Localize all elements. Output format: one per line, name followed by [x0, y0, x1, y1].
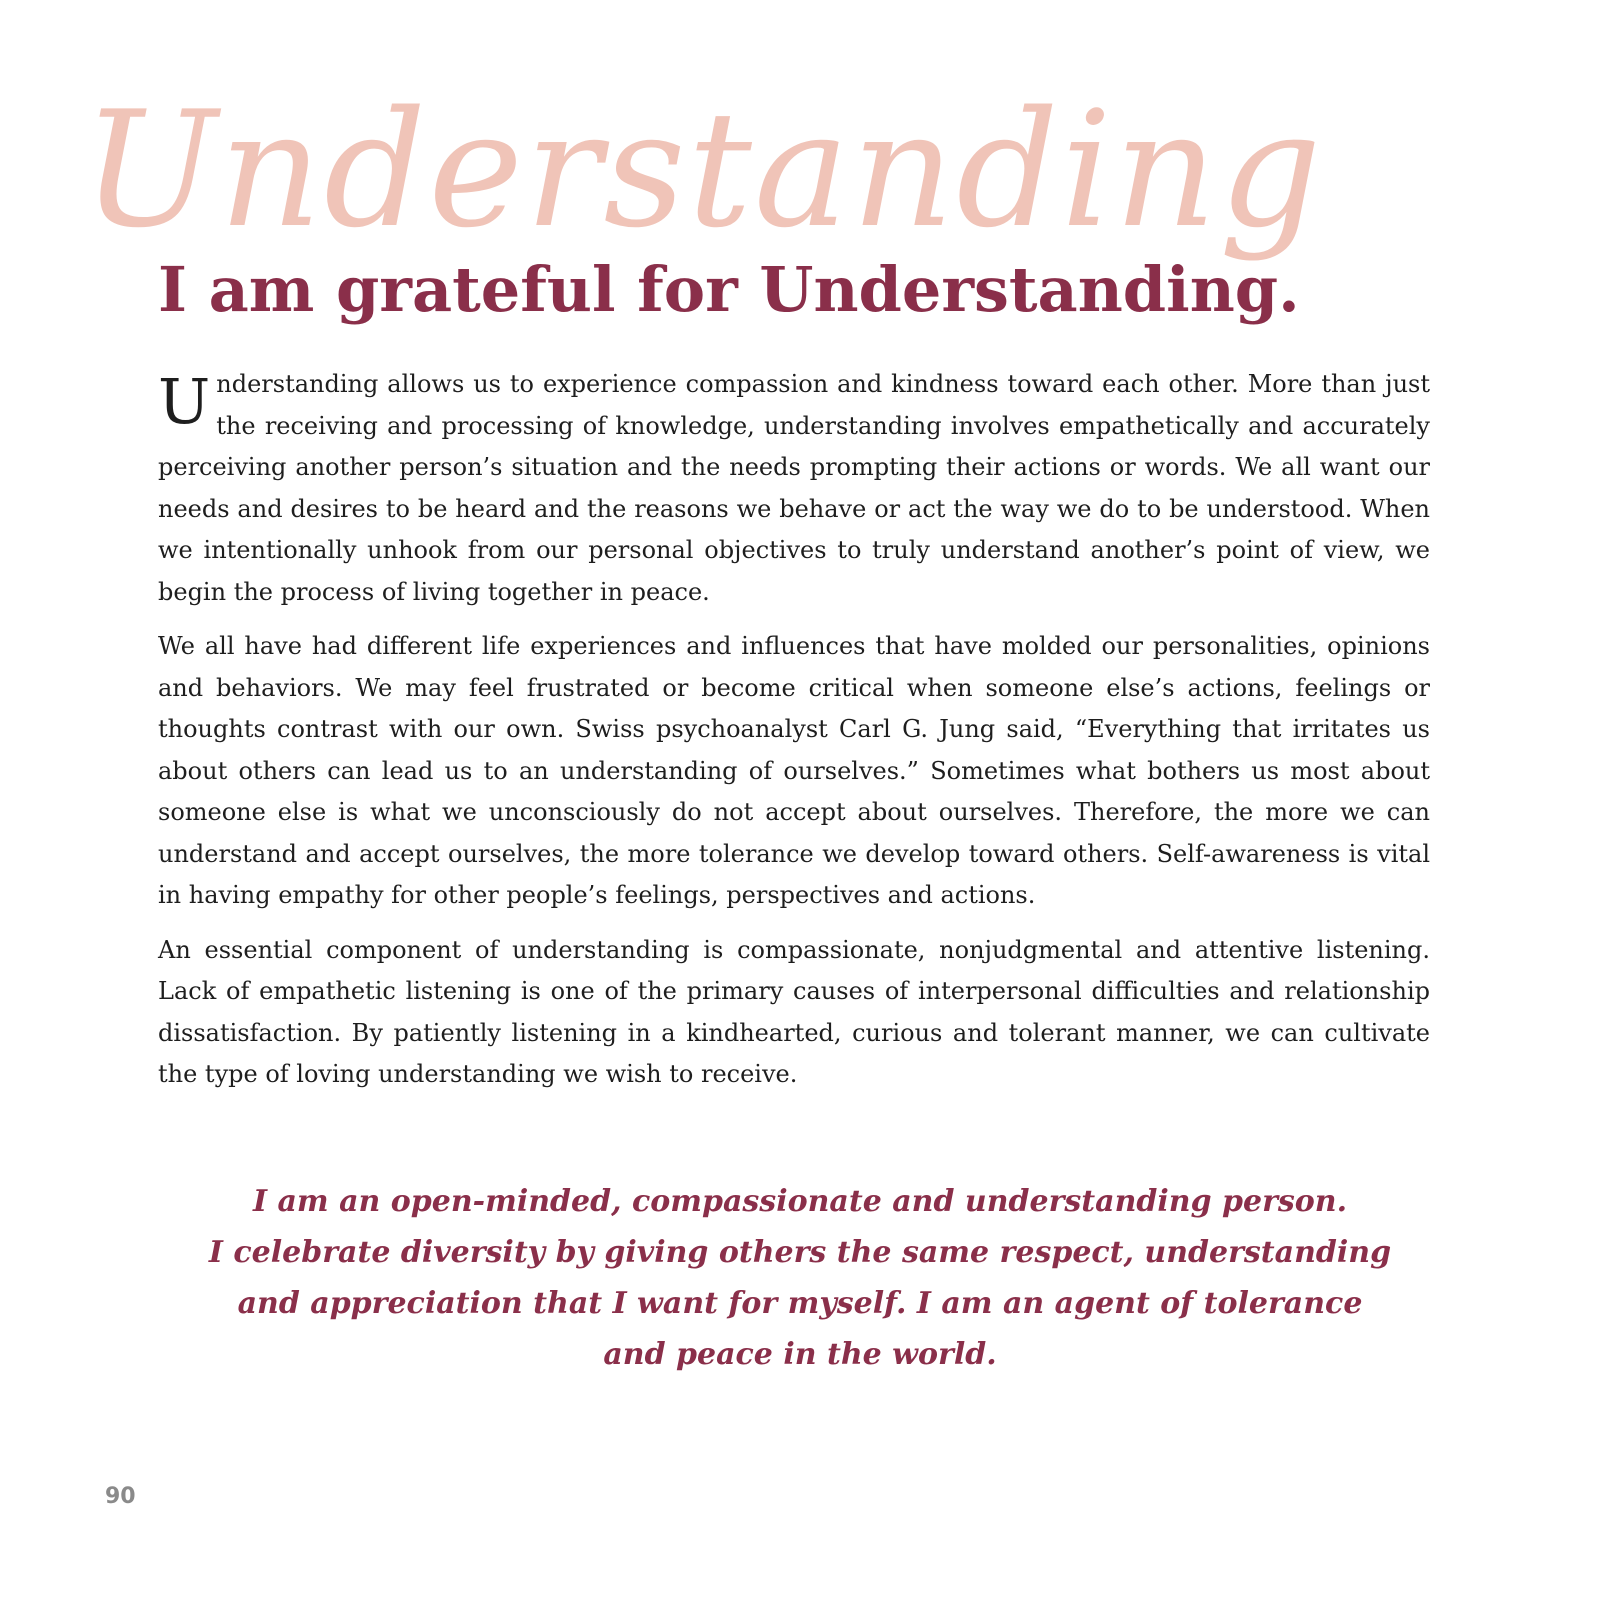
drop-cap: U [158, 365, 211, 438]
affirmation-line-4: and peace in the world. [603, 1337, 997, 1372]
paragraph-3: An essential component of understanding is compassionate, nonjudgmental and attentive listening. Lack of empathetic listening is one of the primary causes of interpersonal difficulties and relationship dissatisfaction. By patiently listening in a kindhearted, curious and tolerant manner, we can cultivate the type of loving understanding we wish to receive. [158, 935, 1430, 1088]
page-number: 90 [105, 1484, 136, 1509]
affirmation-line-1: I am an open-minded, compassionate and understanding person. [252, 1184, 1348, 1219]
affirmation-block [180, 1176, 1420, 1380]
paragraph-2: We all have had different life experiences and influences that have molded our personalities, opinions and behaviors. We may feel frustrated or become critical when someone else’s actions, feelings or thoughts contrast with our own. Swiss psychoanalyst Carl G. Jung said, “Everything that irritates us about others can lead us to an understanding of ourselves.” Sometimes what bothers us most about someone else is what we unconsciously do not accept about ourselves. Therefore, the more we can understand and accept ourselves, the more tolerance we develop toward others. Self-awareness is vital in having empathy for other people’s feelings, perspectives and actions. [158, 632, 1430, 909]
page-heading: I am grateful for Understanding. [158, 253, 1300, 326]
body-text [158, 364, 1430, 1109]
affirmation-line-3: and appreciation that I want for myself. I am an agent of tolerance [237, 1286, 1363, 1321]
paragraph-1-text: nderstanding allows us to experience compassion and kindness toward each other. More than just the receiving and processing of knowledge, understanding involves empathetically and accurately perceiving another person’s situation and the needs prompting their actions or words. We all want our needs and desires to be heard and the reasons we behave or act the way we do to be understood. When we intentionally unhook from our personal objectives to truly understand another’s point of view, we begin the process of living together in peace. [158, 370, 1430, 606]
affirmation-line-2: I celebrate diversity by giving others the same respect, understanding [208, 1235, 1392, 1270]
paragraph-1 [158, 364, 1430, 613]
decorative-script-title: Understanding [82, 76, 1324, 263]
